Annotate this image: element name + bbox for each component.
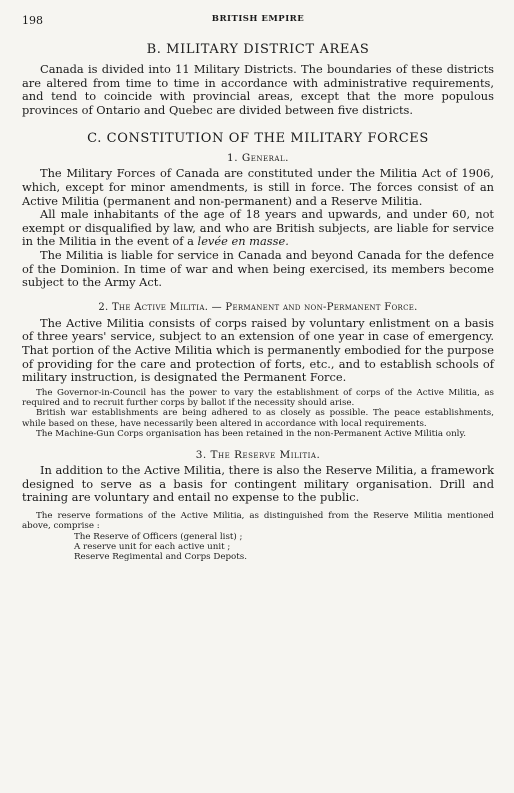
sub1-paragraph-1: The Military Forces of Canada are constituted under the Militia Act of 1906, which, except for minor amendments, is still in force. The forces consist of an Active Militia (permanent and non-permanent) and a Reserve Militia.: [22, 166, 494, 208]
list-item: A reserve unit for each active unit ;: [74, 541, 231, 552]
sub1-paragraph-2: [22, 208, 494, 249]
sub3-paragraph-1: In addition to the Active Militia, there is also the Reserve Militia, a framework designed to serve as a basis for contingent military organisation. Drill and training are voluntary and entail no expense to the public.: [22, 463, 494, 505]
sub2-note-1: The Governor-in-Council has the power to vary the establishment of corps of the Active Militia, as required and to recruit further corps by ballot if the necessity should arise.: [22, 387, 494, 408]
section-c-heading: C. CONSTITUTION OF THE MILITARY FORCES: [87, 131, 429, 147]
list-item: Reserve Regimental and Corps Depots.: [74, 552, 247, 563]
running-title: BRITISH EMPIRE: [211, 14, 305, 24]
sub1-heading: 1. General.: [227, 152, 289, 165]
sub3-heading: 3. The Reserve Militia.: [195, 449, 321, 462]
sub1-paragraph-3: The Militia is liable for service in Canada and beyond Canada for the defence of the Dominion. In time of war and when being exercised, its members become subject to the Army Act.: [22, 247, 494, 290]
section-b-paragraph: Canada is divided into 11 Military Districts. The boundaries of these districts are altered from time to time in accordance with administrative requirements, and tend to coincide with provincial areas, except that the more populous provinces of Ontario and Quebec are divided between five districts.: [22, 62, 494, 117]
sub2-heading: 2. The Active Militia. — Permanent and non-Permanent Force.: [98, 301, 418, 313]
reserve-formations-list: [22, 532, 494, 563]
sub2-note-2: British war establishments are being adhered to as closely as possible. The peace establishments, while based on these, have necessarily been altered in accordance with local requirements.: [22, 408, 494, 429]
list-item: The Reserve of Officers (general list) ;: [74, 531, 243, 542]
sub2-note-3: The Machine-Gun Corps organisation has been retained in the non-Permanent Active Militia only.: [36, 428, 466, 439]
sub1-paragraph-2-italic: levée en masse.: [197, 234, 289, 249]
sub3-note-1: The reserve formations of the Active Militia, as distinguished from the Reserve Militia mentioned above, comprise :: [22, 510, 494, 532]
page-number: 198: [22, 14, 43, 27]
sub1-paragraph-2-text: All male inhabitants of the age of 18 years and upwards, and under 60, not exempt or disqualified by law, and who are British subjects, are liable for service in the Militia in the event of a: [22, 207, 494, 249]
sub2-paragraph-1: The Active Militia consists of corps raised by voluntary enlistment on a basis of three years' service, subject to an extension of one year in case of emergency. That portion of the Active Militia which is permanently embodied for the purpose of providing for the care and protection of forts, etc., and to establish schools of military instruction, is designated the Permanent Force.: [22, 315, 494, 385]
document-page: [0, 14, 514, 793]
section-b-heading: B. MILITARY DISTRICT AREAS: [146, 42, 370, 57]
running-head: [22, 14, 494, 32]
